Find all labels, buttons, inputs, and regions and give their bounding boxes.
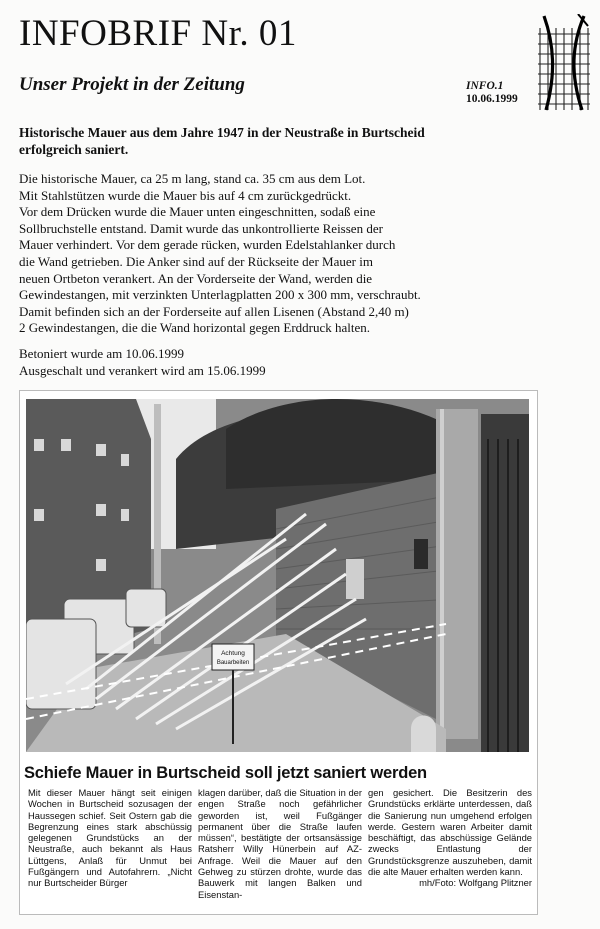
body-line: Mauer verhindert. Vor dem gerade rücken, wurden Edelstahlanker durch [19, 237, 396, 253]
date-anchored: Ausgeschalt und verankert wird am 15.06.1999 [19, 362, 266, 378]
body-line: 2 Gewindestangen, die die Wand horizontal gegen Erddruck halten. [19, 320, 371, 336]
photo-credit: mh/Foto: Wolfgang Plitzner [419, 877, 532, 889]
body-line: Damit befinden sich an der Forderseite auf allen Lisenen (Abstand 2,40 m) [19, 303, 409, 319]
page-subtitle: Unser Projekt in der Zeitung [19, 74, 245, 95]
issue-date: 10.06.1999 [466, 93, 518, 105]
clipping-headline: Schiefe Mauer in Burtscheid soll jetzt saniert werden [24, 764, 427, 782]
article-body [19, 171, 559, 337]
info-code: INFO.1 [466, 80, 504, 92]
clipping-photo [26, 399, 529, 752]
body-line: Mit Stahlstützen wurde die Mauer bis auf 4 cm zurückgedrückt. [19, 187, 352, 203]
clipping-column: klagen darüber, daß die Situation in der engen Straße noch gefährlicher geworden ist, weil Fußgänger permanent über die Straße laufen müssen“, bestätigte der ortsansässige Ratsherr Willy Hünerbein auf AZ-Anfrage. Weil die Mauer auf den Gehweg zu stürzen drohte, wurde das Bauwerk mit langen Balken und Eisenstan- [198, 787, 362, 900]
headline-line: Historische Mauer aus dem Jahre 1947 in der Neustraße in Burtscheid [19, 125, 425, 140]
date-concreted: Betoniert wurde am 10.06.1999 [19, 346, 184, 361]
sign-line: Bauarbeiten [216, 660, 250, 666]
article-headline [19, 124, 539, 158]
clipping-column: Mit dieser Mauer hängt seit einigen Wochen in Burtscheid sozusagen der Haussegen schief. Seit Ostern gab die Begrenzung eines stark abschüssig gelegenen Grundstücks an der Neustraße, auch bekannt als Haus Lüttgens, Anlaß für Unmut bei Fußgängern und Autofahrern. „Nicht nur Burtscheider Bürger [28, 787, 192, 889]
xh-grid-logo-icon [536, 14, 592, 112]
issue-meta [466, 80, 518, 106]
clipping-columns [28, 787, 533, 900]
body-line: neuen Ortbeton verankert. An der Vorderseite der Wand, werden die [19, 270, 373, 286]
body-line: Gewindestangen, mit verzinkten Unterlagplatten 200 x 300 mm, verschraubt. [19, 287, 421, 303]
body-line: die Wand getrieben. Die Anker sind auf der Rückseite der Mauer im [19, 253, 373, 269]
clipping-column-last [368, 787, 532, 900]
schedule-dates [19, 346, 559, 379]
body-line: Die historische Mauer, ca 25 m lang, stand ca. 35 cm aus dem Lot. [19, 171, 366, 186]
body-line: Sollbruchstelle entstand. Damit wurde das unkontrollierte Reissen der [19, 220, 383, 236]
clipping-column-text: gen gesichert. Die Besitzerin des Grundstücks erklärte unterdessen, daß die Sanierung nun umgehend erfolgen werde. Gestern waren Arbeiter damit beschäftigt, das abschüssige Gelände zwecks Entlastung der Grundstücksgrenze auszuheben, damit die alte Mauer erhalten werden kann. [368, 787, 532, 878]
body-line: Vor dem Drücken wurde die Mauer unten eingeschnitten, sodaß eine [19, 204, 376, 220]
sign-line: Achtung [221, 650, 245, 657]
page-title: INFOBRIF Nr. 01 [19, 13, 297, 54]
newspaper-clipping [19, 390, 538, 915]
headline-line: erfolgreich saniert. [19, 142, 129, 157]
